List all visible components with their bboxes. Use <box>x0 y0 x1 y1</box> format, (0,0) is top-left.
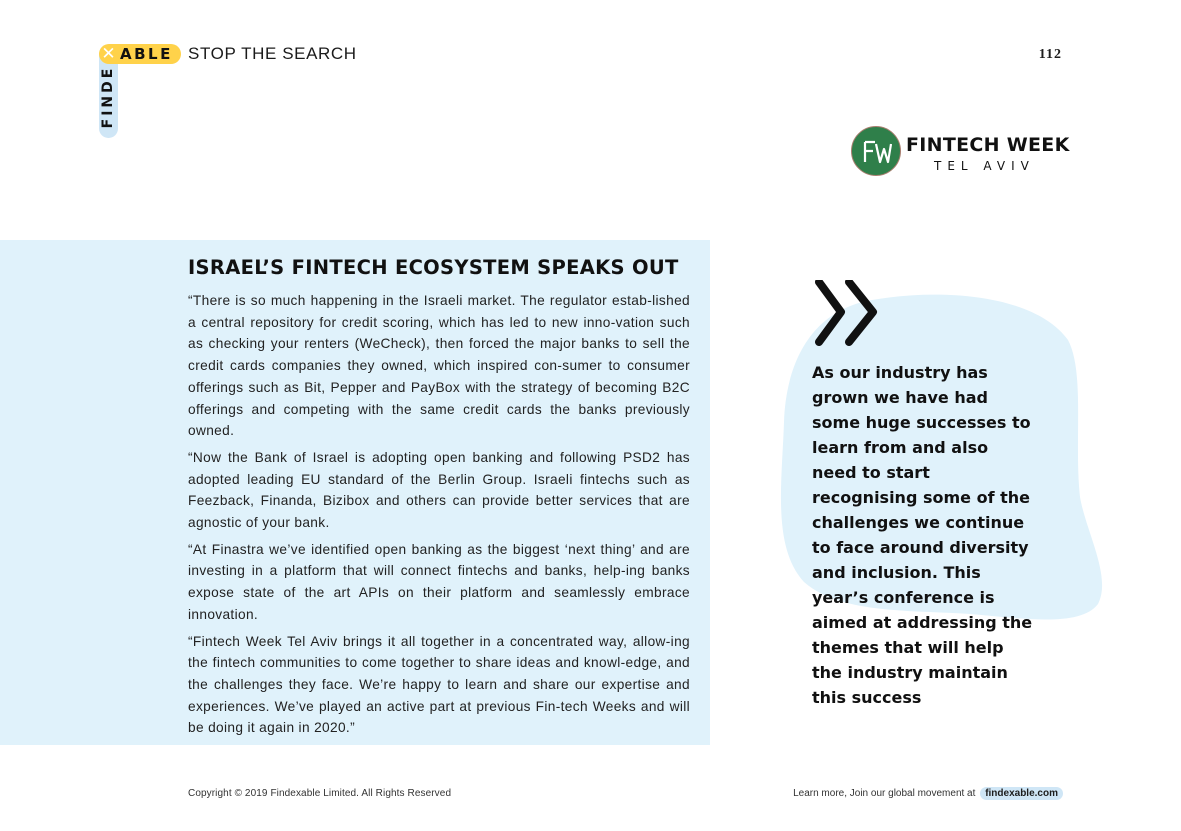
header-title: STOP THE SEARCH <box>188 44 357 63</box>
logo-side-text: FINDE <box>100 65 116 129</box>
article-body <box>188 290 690 744</box>
footer-learn-more-text: Learn more, Join our global movement at <box>793 788 976 799</box>
quote-mark-icon <box>815 280 879 346</box>
article-paragraph: “At Finastra we’ve identified open banking as the biggest ‘next thing’ and are investing in a platform that will connect fintechs and banks, help-ing banks expose state of the art APIs on their platform and seamlessly embrace innovation. <box>188 541 690 622</box>
quote-text: As our industry has grown we have had some huge successes to learn from and also need to start recognising some of the challenges we continue to face around diversity and inclusion. This year’s conference is aimed at addressing the themes that will help the industry maintain this success <box>812 363 1033 707</box>
footer-copyright: Copyright © 2019 Findexable Limited. All Rights Reserved <box>188 788 452 799</box>
fw-monogram-circle <box>851 126 901 176</box>
event-city: TEL AVIV <box>934 159 1035 173</box>
fw-monogram-icon <box>862 140 892 164</box>
event-name: FINTECH WEEK <box>906 134 1070 156</box>
article-paragraph: “Fintech Week Tel Aviv brings it all together in a concentrated way, allow-ing the fintech communities to come together to share ideas and knowl-edge, and the challenges they face. We’re happy to learn and share our expertise and experiences. We’ve played an active part at previous Fin-tech Weeks and will be doing it again in 2020.” <box>188 633 690 736</box>
article-paragraph: “Now the Bank of Israel is adopting open banking and following PSD2 has adopted leading EU standard of the Berlin Group. Israeli fintechs such as Feezback, Finanda, Bizibox and others can provide better services that are agnostic of your bank. <box>188 449 690 531</box>
logo-top-text: ABLE <box>120 45 173 63</box>
article-paragraph: “There is so much happening in the Israeli market. The regulator estab-lished a central repository for credit scoring, which has led to new inno-vation such as checking your renters (WeCheck), then forced the major banks to sell the credit cards companies they owned, which inspired con-sumer to consumer offerings such as Bit, Pepper and PayBox with the strategy of becoming B2C offerings and competing with the same credit cards the banks previously owned. <box>188 293 690 439</box>
x-mark-icon: ✕ <box>101 44 116 64</box>
footer-website-link[interactable]: findexable.com <box>980 787 1063 800</box>
footer-learn-more <box>793 787 1063 800</box>
article-heading: ISRAEL’S FINTECH ECOSYSTEM SPEAKS OUT <box>188 256 679 279</box>
page-number: 112 <box>1038 47 1062 62</box>
fintech-week-logo <box>851 126 1070 178</box>
